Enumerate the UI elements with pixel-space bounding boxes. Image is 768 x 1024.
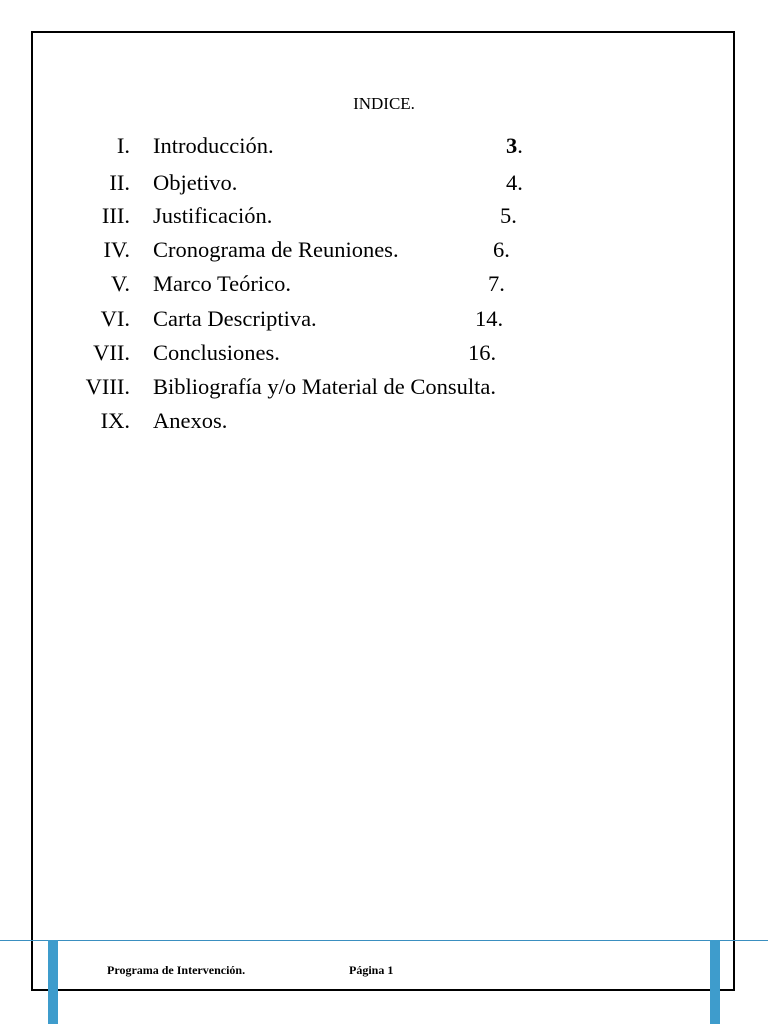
toc-page-number: 6.: [493, 237, 510, 262]
toc-label: Bibliografía y/o Material de Consulta.: [153, 374, 497, 399]
toc-row-9: [0, 406, 768, 436]
toc-numeral: IX.: [100, 408, 130, 433]
index-title: INDICE.: [353, 94, 415, 113]
toc-label: Justificación.: [153, 203, 273, 228]
toc-row-2: [0, 168, 768, 198]
toc-row-3: [0, 201, 768, 231]
toc-page-number: 14.: [475, 306, 504, 331]
footer-divider: [0, 940, 768, 941]
toc-row-7: [0, 338, 768, 368]
toc-row-8: [0, 372, 768, 402]
toc-row-6: [0, 304, 768, 334]
footer-accent-bar-left: [48, 940, 58, 1024]
toc-numeral: V.: [111, 271, 130, 296]
toc-numeral: IV.: [103, 237, 130, 262]
footer-page-number: Página 1: [349, 963, 394, 977]
toc-numeral: VI.: [100, 306, 130, 331]
toc-numeral: VII.: [93, 340, 130, 365]
toc-label: Anexos.: [153, 408, 228, 433]
toc-page-number: 7.: [488, 271, 505, 296]
toc-label: Objetivo.: [153, 170, 238, 195]
toc-page-number: 16.: [468, 340, 497, 365]
toc-numeral: II.: [109, 170, 130, 195]
toc-row-1: [0, 131, 768, 161]
toc-row-5: [0, 269, 768, 299]
toc-numeral: III.: [101, 203, 130, 228]
toc-row-4: [0, 235, 768, 265]
toc-label: Marco Teórico.: [153, 271, 291, 296]
toc-numeral: VIII.: [85, 374, 130, 399]
toc-numeral: I.: [116, 133, 130, 158]
toc-page-number: 3.: [506, 133, 523, 158]
toc-label: Introducción.: [153, 133, 274, 158]
toc-label: Conclusiones.: [153, 340, 280, 365]
toc-label: Carta Descriptiva.: [153, 306, 317, 331]
footer-accent-bar-right: [710, 940, 720, 1024]
toc-page-number: 4.: [506, 170, 523, 195]
toc-page-number: 5.: [500, 203, 517, 228]
footer-document-name: Programa de Intervención.: [107, 963, 246, 977]
toc-label: Cronograma de Reuniones.: [153, 237, 399, 262]
